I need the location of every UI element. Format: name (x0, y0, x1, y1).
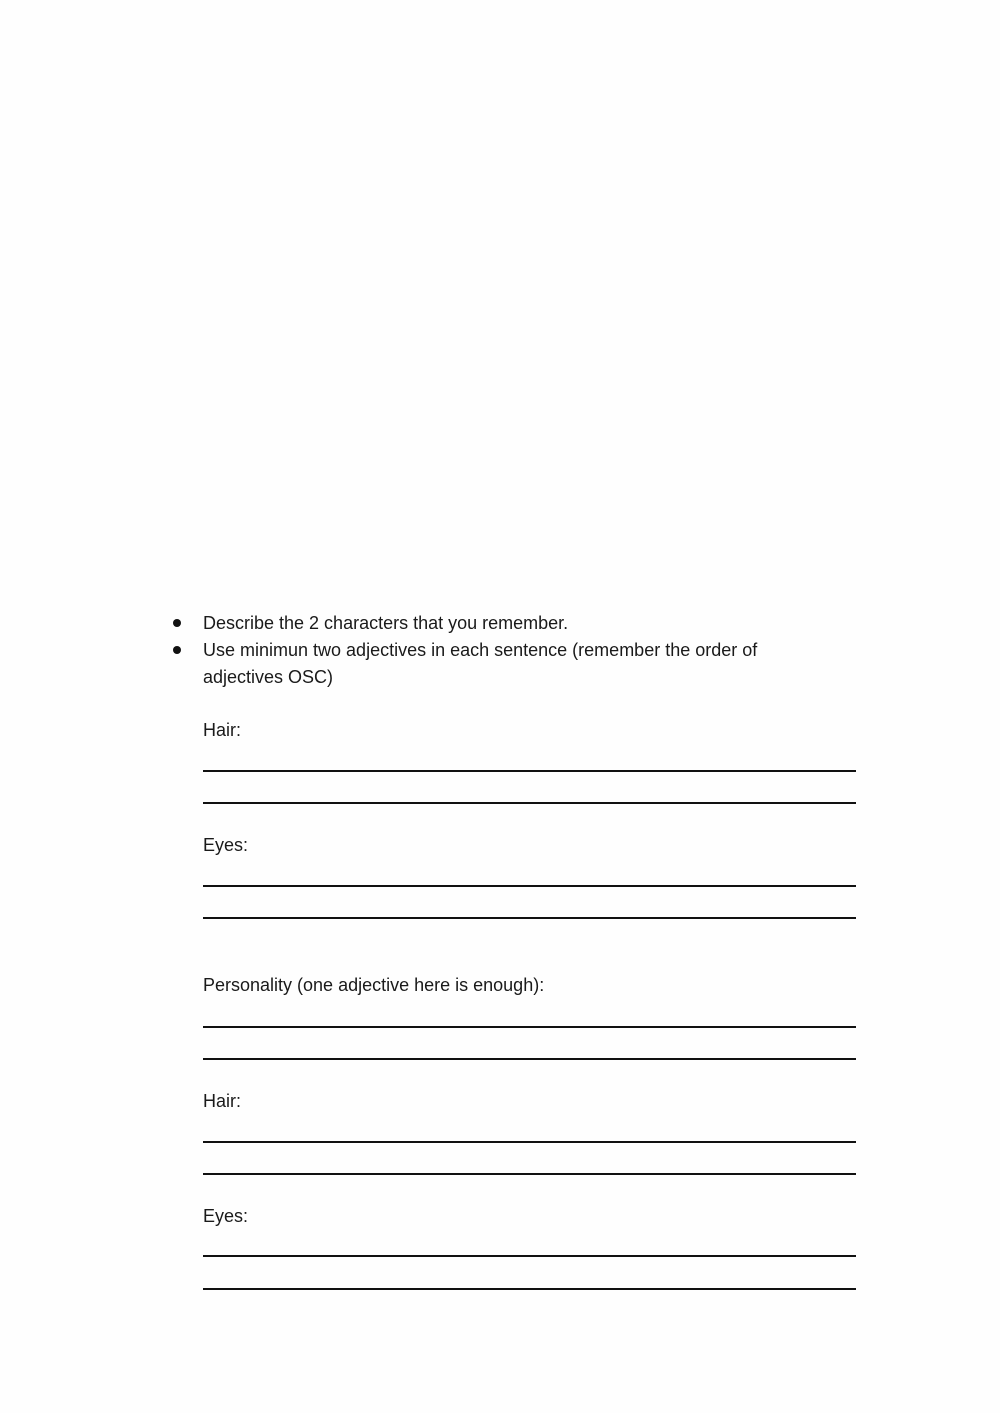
instruction-item (166, 637, 826, 691)
answer-line[interactable] (203, 1255, 856, 1257)
instruction-text: Describe the 2 characters that you remember. (203, 613, 569, 633)
bullet-icon (173, 646, 181, 654)
field-label-eyes: Eyes: (203, 835, 249, 855)
answer-line[interactable] (203, 885, 856, 887)
answer-line[interactable] (203, 1026, 856, 1028)
answer-line[interactable] (203, 1288, 856, 1290)
answer-line[interactable] (203, 1058, 856, 1060)
bullet-icon (173, 619, 181, 627)
instruction-list (166, 610, 826, 691)
field-label-hair: Hair: (203, 720, 242, 740)
instruction-item (166, 610, 826, 637)
field-label-personality: Personality (one adjective here is enough): (203, 975, 545, 995)
answer-line[interactable] (203, 802, 856, 804)
answer-line[interactable] (203, 770, 856, 772)
field-label-eyes: Eyes: (203, 1206, 249, 1226)
answer-line[interactable] (203, 917, 856, 919)
answer-line[interactable] (203, 1141, 856, 1143)
instruction-text: Use minimun two adjectives in each sentence (remember the order of adjectives OSC) (203, 640, 758, 687)
field-label-hair: Hair: (203, 1091, 242, 1111)
answer-line[interactable] (203, 1173, 856, 1175)
